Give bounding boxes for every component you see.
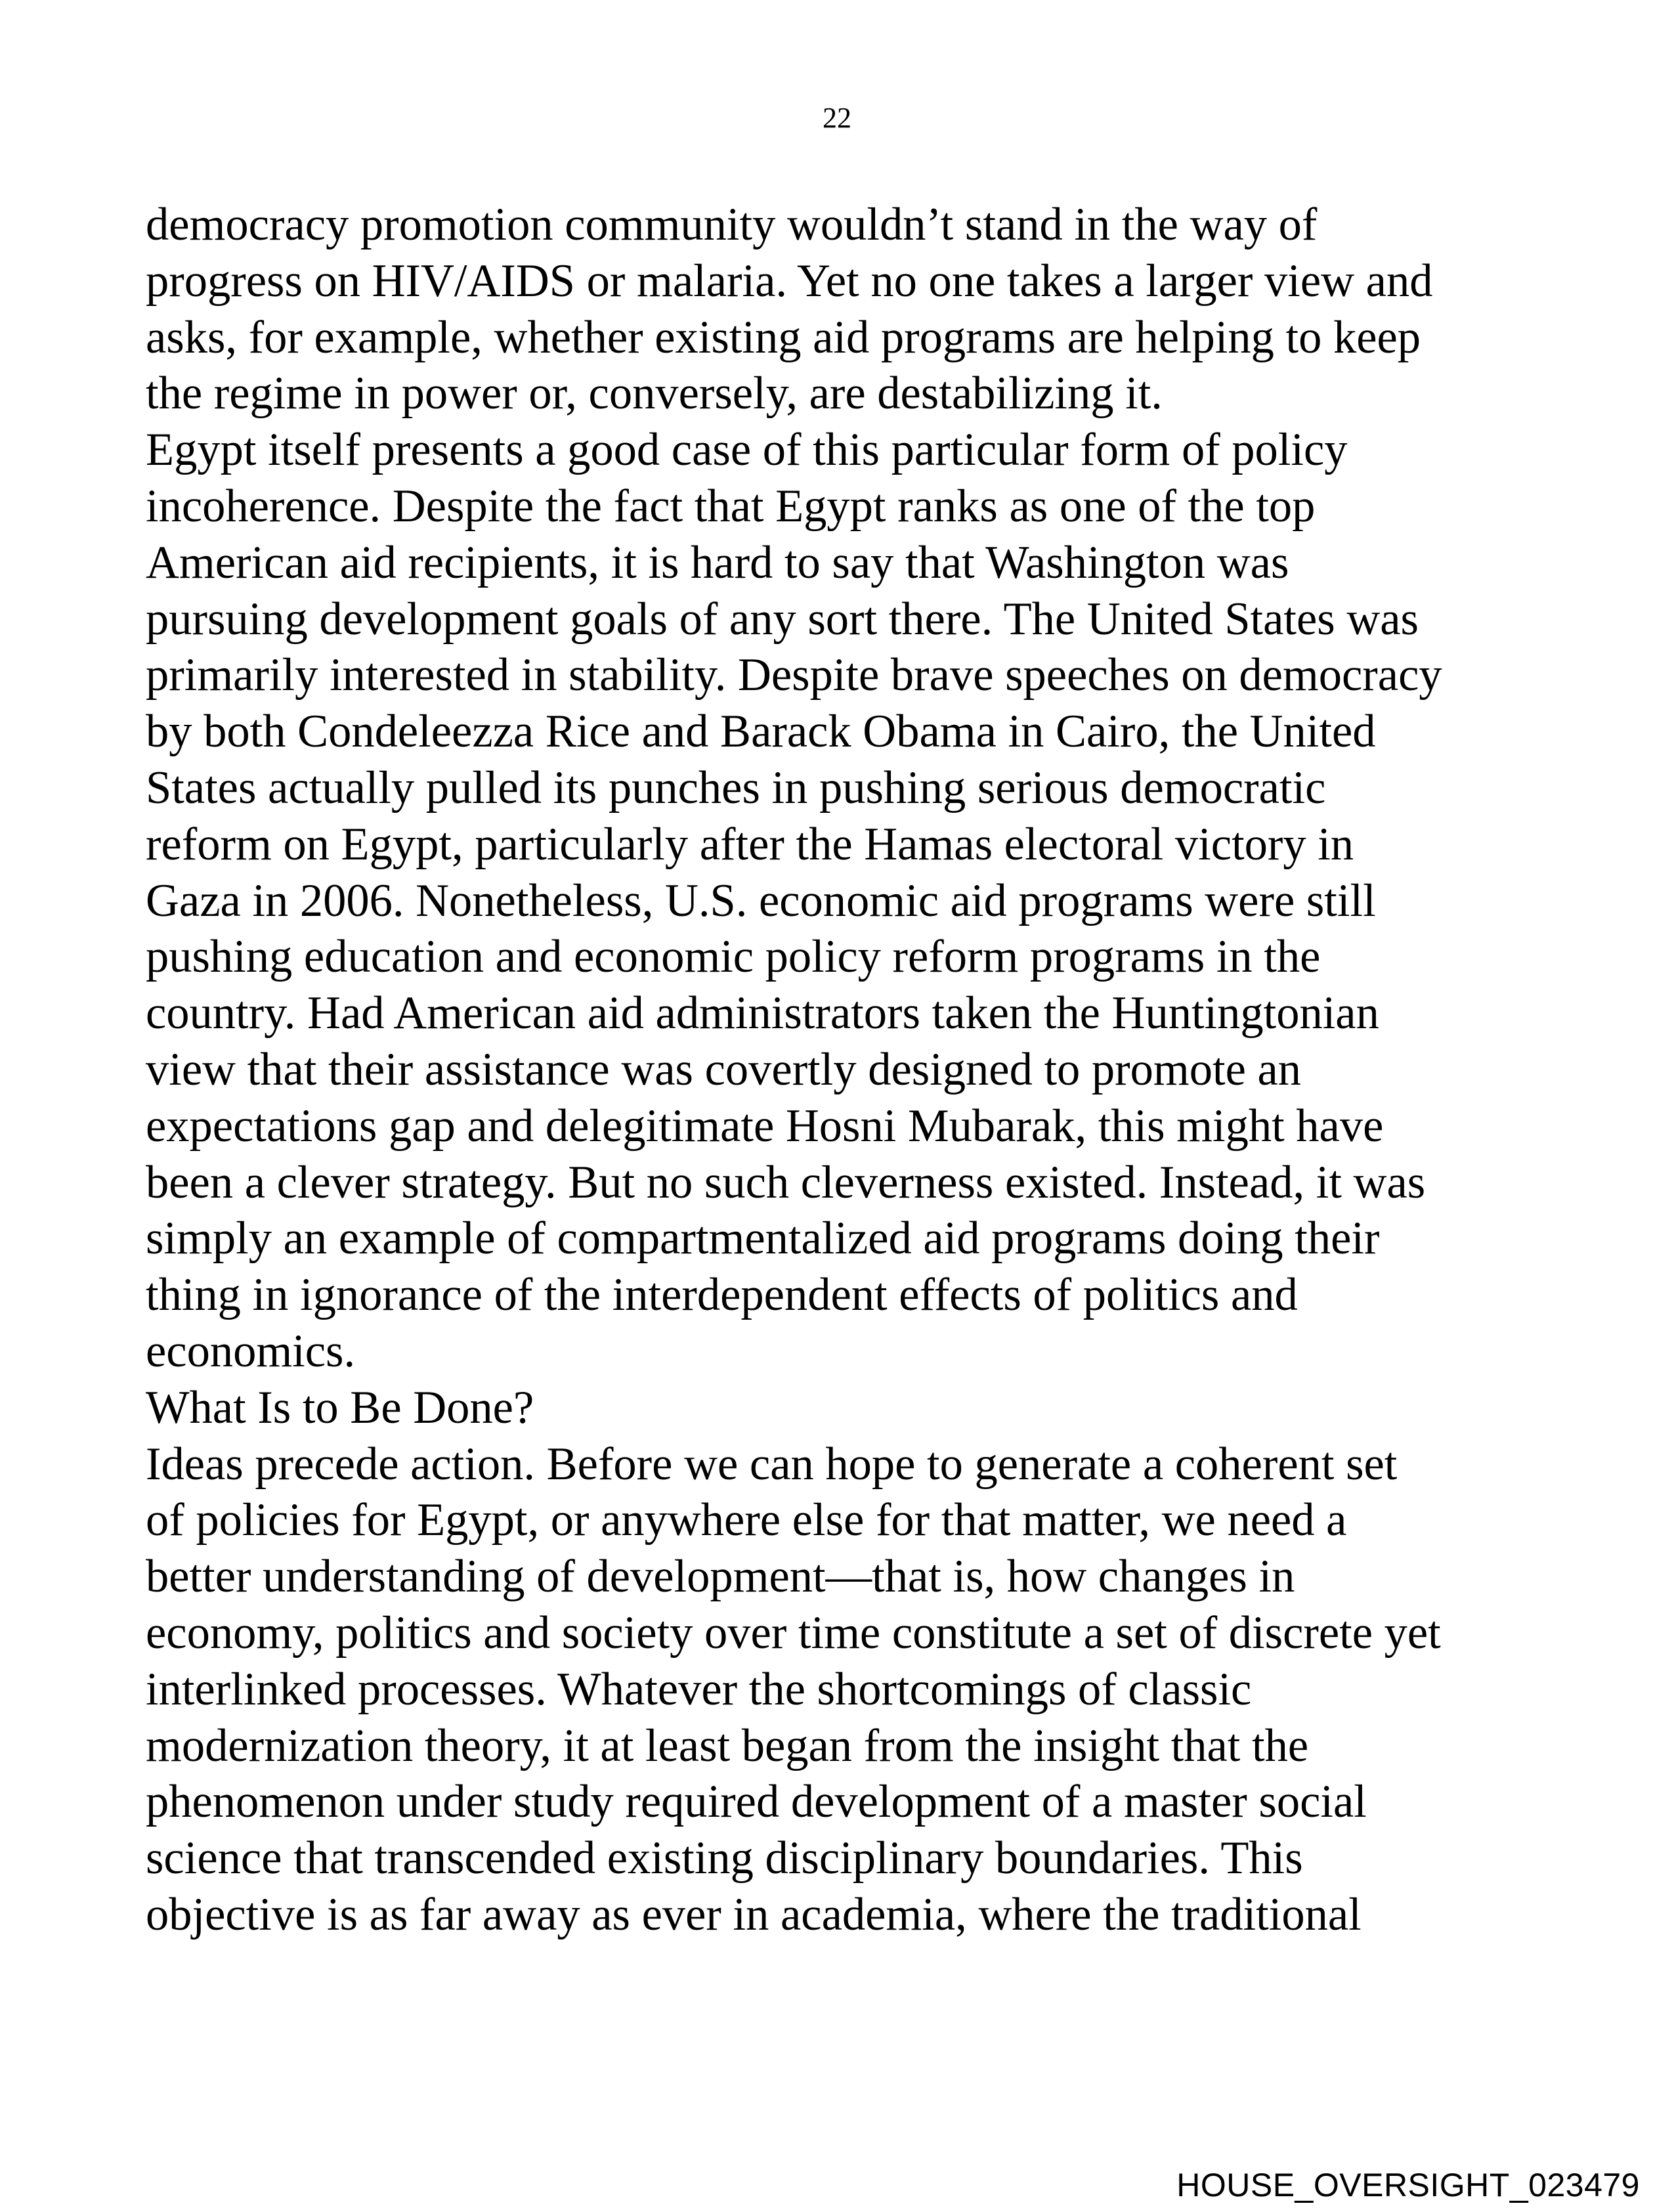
bates-stamp: HOUSE_OVERSIGHT_023479 <box>1176 2167 1640 2203</box>
text-line: pushing education and economic policy reform programs in the <box>146 931 1321 983</box>
text-line: better understanding of development—that is, how changes in <box>146 1551 1295 1603</box>
text-line: primarily interested in stability. Despite brave speeches on democracy <box>146 649 1442 701</box>
document-body <box>146 197 1590 1943</box>
text-line: the regime in power or, conversely, are destabilizing it. <box>146 368 1163 420</box>
text-line: simply an example of compartmentalized aid programs doing their <box>146 1213 1380 1265</box>
section-heading: What Is to Be Done? <box>146 1381 534 1433</box>
text-line: been a clever strategy. But no such cleverness existed. Instead, it was <box>146 1156 1426 1208</box>
text-line: interlinked processes. Whatever the shortcomings of classic <box>146 1663 1252 1715</box>
text-line: economics. <box>146 1325 356 1377</box>
page-number: 22 <box>823 102 851 134</box>
paragraph-egypt-case <box>146 422 1590 1380</box>
text-line: Egypt itself presents a good case of this particular form of policy <box>146 424 1348 476</box>
text-line: country. Had American aid administrators taken the Huntingtonian <box>146 987 1379 1039</box>
text-line: economy, politics and society over time constitute a set of discrete yet <box>146 1607 1441 1659</box>
text-line: progress on HIV/AIDS or malaria. Yet no one takes a larger view and <box>146 255 1433 307</box>
text-line: objective is as far away as ever in academia, where the traditional <box>146 1888 1362 1940</box>
text-line: science that transcended existing disciplinary boundaries. This <box>146 1832 1303 1884</box>
text-line: States actually pulled its punches in pushing serious democratic <box>146 762 1326 813</box>
text-line: thing in ignorance of the interdependent effects of politics and <box>146 1269 1298 1321</box>
text-line: view that their assistance was covertly designed to promote an <box>146 1043 1302 1095</box>
text-line: Gaza in 2006. Nonetheless, U.S. economic aid programs were still <box>146 875 1376 926</box>
text-line: of policies for Egypt, or anywhere else for that matter, we need a <box>146 1494 1347 1546</box>
text-line: expectations gap and delegitimate Hosni Mubarak, this might have <box>146 1100 1384 1152</box>
text-line: phenomenon under study required development of a master social <box>146 1776 1367 1828</box>
paragraph-ideas-precede-action <box>146 1437 1590 1943</box>
text-line: democracy promotion community wouldn’t stand in the way of <box>146 199 1318 250</box>
text-line: American aid recipients, it is hard to say that Washington was <box>146 536 1289 588</box>
text-line: asks, for example, whether existing aid programs are helping to keep <box>146 311 1421 363</box>
paragraph-continued <box>146 197 1590 422</box>
text-line: Ideas precede action. Before we can hope to generate a coherent set <box>146 1438 1398 1490</box>
text-line: incoherence. Despite the fact that Egypt ranks as one of the top <box>146 480 1316 532</box>
text-line: by both Condeleezza Rice and Barack Obama in Cairo, the United <box>146 706 1376 758</box>
text-line: reform on Egypt, particularly after the Hamas electoral victory in <box>146 818 1354 870</box>
text-line: pursuing development goals of any sort there. The United States was <box>146 593 1419 645</box>
text-line: modernization theory, it at least began from the insight that the <box>146 1720 1309 1771</box>
